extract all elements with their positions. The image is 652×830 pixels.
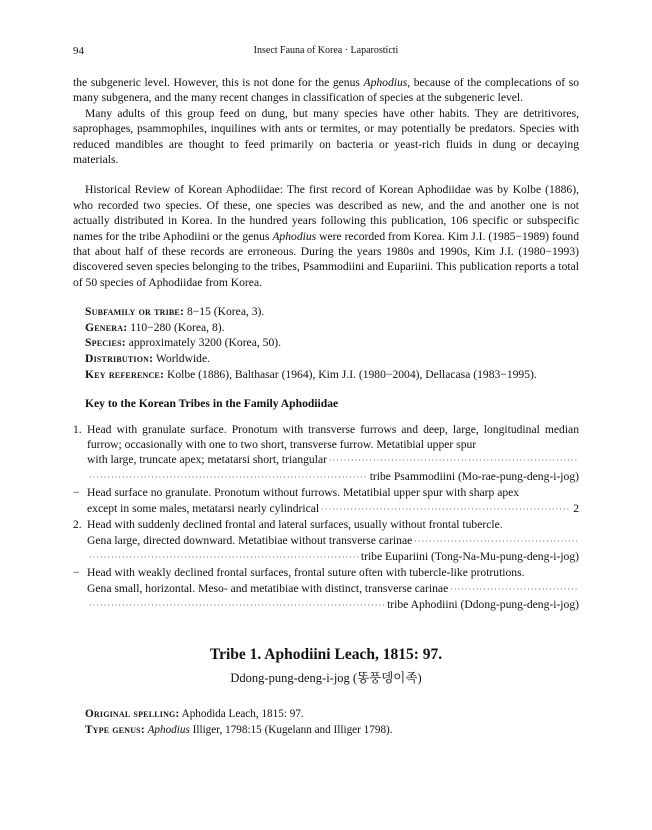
body-text (73, 75, 579, 614)
genus-name: Aphodius (272, 229, 317, 243)
key-couplet-2b: − Head with weakly declined frontal surfaces, frontal suture often with tubercle-like protrutions. Gena small, horizontal. Meso- and metatibiae with distinct, transverse carinae ····· ····· tribe Aphodiini (Ddong-pung-deng-i-jog) (73, 565, 579, 613)
info-species: Species: approximately 3200 (Korea, 50). (85, 336, 281, 350)
identification-key (73, 422, 579, 614)
info-key-reference: Key reference: Kolbe (1886), Balthasar (1964), Kim J.I. (1980−2004), Dellacasa (1983−1995). (85, 367, 537, 381)
info-genera: Genera: 110−280 (Korea, 8). (85, 320, 225, 334)
key-couplet-1b: − Head surface no granulate. Pronotum without furrows. Metatibial upper spur with sharp apex except in some males, metatarsi nearly cylindrical ····· 2 (73, 485, 579, 517)
key-result: tribe Eupariini (Tong-Na-Mu-pung-deng-i-jog) (360, 549, 579, 563)
key-couplet-2: 2. Head with suddenly declined frontal and lateral surfaces, usually without frontal tubercle. Gena large, directed downward. Metatibiae without transverse carinae ····· ····· tribe Eupariini (Tong-Na-Mu-pung-deng-i-jog) (73, 517, 579, 565)
tribe-title: Tribe 1. Aphodiini Leach, 1815: 97. (209, 646, 443, 663)
key-couplet-1: 1. Head with granulate surface. Pronotum with transverse furrows and deep, large, longitudinal median furrow; occasionally with one to two short, transverse furrow. Metatibial upper spur with large, truncate apex; metatarsi short, triangular ····· ····· tribe Psammodiini (Mo-rae-pung-deng-i-jog) (73, 422, 579, 486)
info-original-spelling: Original spelling: Aphodida Leach, 1815: 97. (85, 708, 304, 720)
info-type-genus: Type genus: Aphodius Illiger, 1798:15 (Kugelann and Illiger 1798). (85, 723, 393, 736)
running-title: Insect Fauna of Korea · Laparosticti (253, 45, 399, 56)
key-result: tribe Aphodiini (Ddong-pung-deng-i-jog) (387, 598, 579, 612)
page-number: 94 (73, 45, 84, 57)
paragraph-subgeneric: the subgeneric level. However, this is not done for the genus Aphodius, because of the complecations of so many subgenera, and the many recent changes in classification of species at the subgeneric level. (73, 76, 580, 105)
tribe-subtitle: Ddong-pung-deng-i-jog (똥풍뎅이족) (230, 671, 422, 685)
page-header (73, 44, 579, 58)
info-subfamily: Subfamily or tribe: 8−15 (Korea, 3). (85, 305, 265, 319)
info-distribution: Distribution: Worldwide. (85, 352, 211, 366)
key-result: 2 (573, 501, 579, 515)
key-result: tribe Psammodiini (Mo-rae-pung-deng-i-jog) (369, 469, 579, 483)
tribe-info (85, 707, 393, 738)
key-heading: Key to the Korean Tribes in the Family Aphodiidae (85, 397, 339, 411)
family-info (85, 304, 579, 382)
paragraph-habits: Many adults of this group feed on dung, but many species have other habits. They are detritivores, saprophages, psammophiles, inquilines with ants or termites, or may potentially be predators. Species with reduced mandibles are thought to feed primarily on bacteria or yeast-rich fluids in dung or decaying materials. (73, 106, 579, 167)
paragraph-historical-review: Historical Review of Korean Aphodiidae: The first record of Korean Aphodiidae was by Kolbe (1886), who recorded two species. Of these, one species was described as new, and the and another one is not actually distributed in Korea. In the hundred years following this publication, 106 specific or subspecific names for the tribe Aphodiini or the genus Aphodius were recorded from Korea. Kim J.I. (1985−1989) found that about half of these records are erroneous. During the years 1980s and 1990s, Kim J.I. (1980−1993) discovered seven species belonging to the tribes, Psammodiini and Eupariini. This publication reports a total of 50 species of Aphodiidae from Korea. (73, 183, 579, 289)
genus-name: Aphodius (363, 76, 408, 89)
